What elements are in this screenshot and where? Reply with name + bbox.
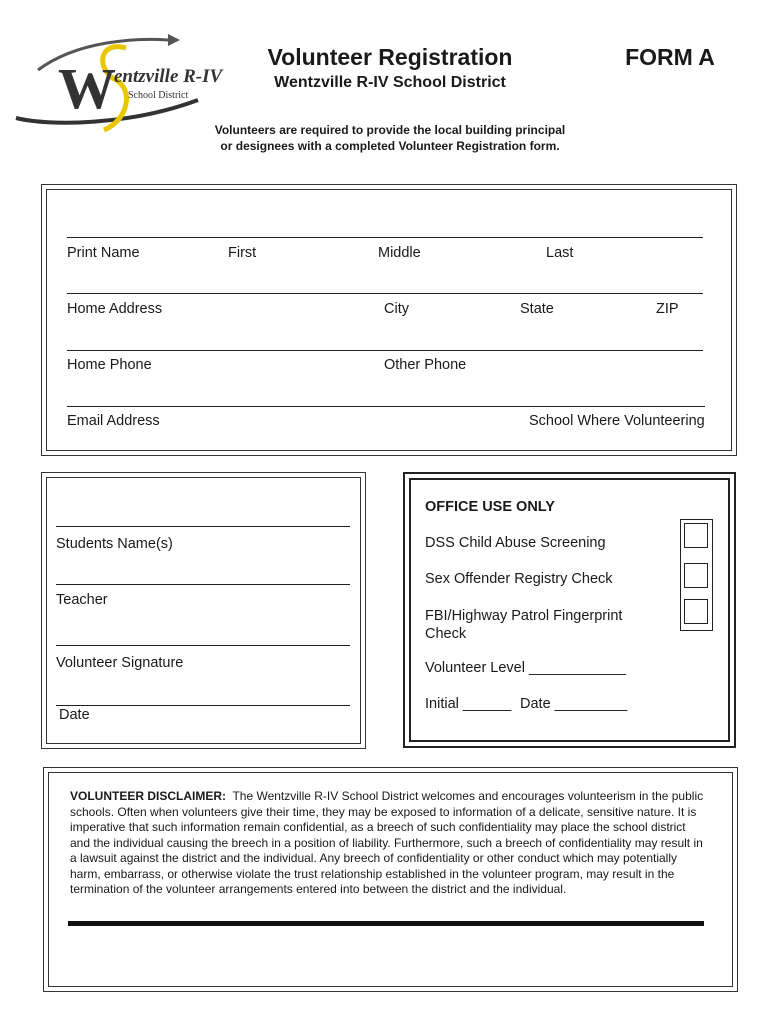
volunteer-level-field[interactable]: Volunteer Level ____________ <box>425 660 626 676</box>
teacher-label: Teacher <box>56 592 108 608</box>
dss-screening-label: DSS Child Abuse Screening <box>425 535 606 551</box>
name-line[interactable] <box>67 237 703 238</box>
district-name: Wentzville R-IV School District <box>274 74 506 91</box>
other-phone-label: Other Phone <box>384 357 467 373</box>
volunteer-signature-label: Volunteer Signature <box>56 655 184 671</box>
svg-text:School District: School District <box>128 90 189 101</box>
disclaimer-text: VOLUNTEER DISCLAIMER: The Wentzville R-IV School District welcomes and encourages volunteerism in the public schools. Often when volunteers give their time, they may be exposed to information of a delicate, sensitive nature. It is imperative that such information remain confidential, as a breech of such confidentiality may place the school district and the individual causing the breech in a position of liability. Furthermore, such a breech of confidentiality may result in a lawsuit against the district and the individual. Any breech of confidentiality or other conduct which may potentially harm, embarrass, or otherwise violate the trust relationship established in the volunteer program, may result in the termination of the volunteer arrangements entered into between the district and the individual. <box>70 789 704 896</box>
sex-offender-label: Sex Offender Registry Check <box>425 571 613 587</box>
city-label: City <box>384 301 409 317</box>
disclaimer-label: VOLUNTEER DISCLAIMER: <box>70 789 226 803</box>
sex-offender-checkbox[interactable] <box>684 563 708 588</box>
state-label: State <box>520 301 554 317</box>
office-date-field[interactable]: Date _________ <box>520 696 628 712</box>
disclaimer-signature-rule[interactable] <box>68 921 704 926</box>
date-line[interactable] <box>56 705 350 706</box>
home-phone-label: Home Phone <box>67 357 152 373</box>
office-use-heading: OFFICE USE ONLY <box>425 499 555 515</box>
page-title: Volunteer Registration <box>267 44 513 70</box>
students-name-label: Students Name(s) <box>56 536 173 552</box>
middle-label: Middle <box>378 245 421 261</box>
dss-checkbox[interactable] <box>684 523 708 548</box>
signature-line[interactable] <box>56 645 350 646</box>
address-line[interactable] <box>67 293 703 294</box>
fbi-fingerprint-label: FBI/Highway Patrol Fingerprint Check <box>425 608 623 642</box>
students-name-line[interactable] <box>56 526 350 527</box>
zip-label: ZIP <box>656 301 679 317</box>
fbi-checkbox[interactable] <box>684 599 708 624</box>
print-name-label: Print Name <box>67 245 140 261</box>
phone-line[interactable] <box>67 350 703 351</box>
home-address-label: Home Address <box>67 301 163 317</box>
checkbox-column <box>680 519 713 631</box>
initial-field[interactable]: Initial ______ <box>425 696 512 712</box>
svg-text:entzville R-IV: entzville R-IV <box>114 66 223 87</box>
email-address-label: Email Address <box>67 413 160 429</box>
svg-text:W: W <box>58 56 116 121</box>
volunteer-box <box>41 472 366 749</box>
email-line[interactable] <box>67 406 705 407</box>
school-where-label: School Where Volunteering <box>529 413 705 429</box>
first-label: First <box>228 245 257 261</box>
registration-notice: Volunteers are required to provide the local building principal or designees with a completed Volunteer Registration form. <box>214 123 566 153</box>
date-label: Date <box>59 707 90 723</box>
last-label: Last <box>546 245 574 261</box>
form-code: FORM A <box>625 44 715 70</box>
teacher-line[interactable] <box>56 584 350 585</box>
